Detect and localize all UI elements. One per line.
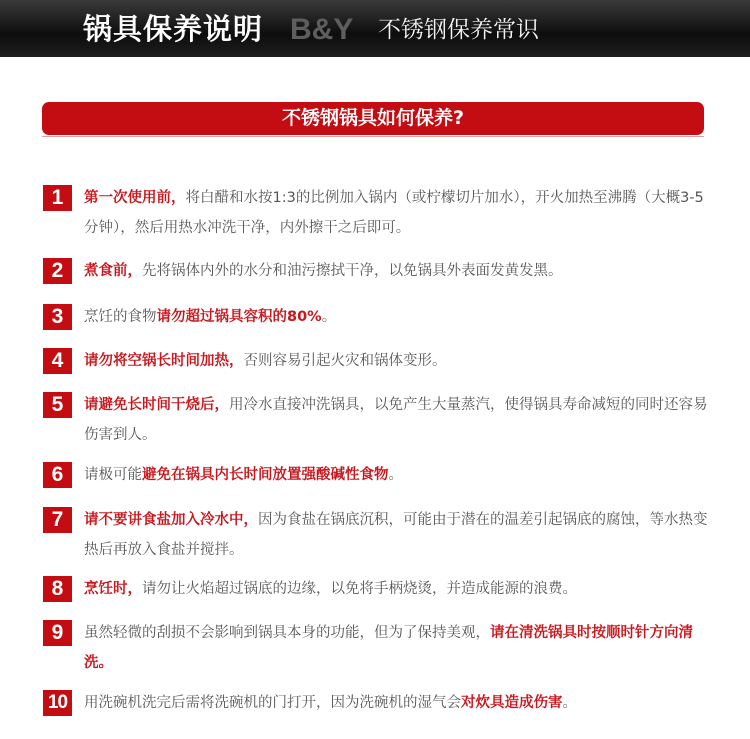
- header-title: 锅具保养说明: [83, 12, 264, 46]
- item-text: [84, 302, 712, 332]
- item-number-badge: 10: [43, 690, 72, 716]
- item-highlight: 煮食前，: [84, 263, 142, 279]
- item-body: 。: [321, 309, 337, 325]
- item-number-badge: 6: [43, 462, 72, 488]
- item-highlight: 第一次使用前，: [84, 190, 186, 206]
- item-number-badge: 7: [43, 507, 72, 533]
- item-highlight: 请勿超过锅具容积的80%: [156, 309, 322, 325]
- item-highlight: 对炊具造成伤害: [461, 695, 563, 711]
- item-text: [84, 256, 712, 286]
- item-body: 请勿让火焰超过锅底的边缘，以免将手柄烧烫，并造成能源的浪费。: [142, 581, 577, 597]
- item-text: [84, 688, 712, 718]
- item-number-badge: 3: [43, 304, 72, 330]
- item-body: 用洗碗机洗完后需将洗碗机的门打开，因为洗碗机的湿气会: [84, 695, 461, 711]
- item-body: 否则容易引起火灾和锅体变形。: [243, 353, 447, 369]
- item-text: [84, 183, 712, 243]
- item-text: [84, 460, 712, 490]
- item-body: 将白醋和水按1:3的比例加入锅内（或柠檬切片加水），开火加热至沸腾（大概3-5分钟），然后用热水冲洗干净，内外擦干之后即可。: [84, 190, 704, 236]
- item-number-badge: 8: [43, 576, 72, 602]
- item-body: 烹饪的食物: [84, 309, 157, 325]
- item-text: [84, 574, 712, 604]
- page-header: [0, 0, 750, 57]
- item-text: [84, 390, 712, 450]
- item-highlight: 请避免长时间干烧后，: [84, 397, 229, 413]
- item-body: 。: [388, 467, 403, 483]
- item-body: 虽然轻微的刮损不会影响到锅具本身的功能，但为了保持美观，: [84, 625, 490, 641]
- banner-divider: [42, 136, 704, 137]
- item-number-badge: 1: [43, 185, 72, 211]
- brand-logo: B&Y: [290, 13, 354, 46]
- item-highlight: 避免在锅具内长时间放置强酸碱性食物: [142, 467, 389, 483]
- item-highlight: 烹饪时，: [84, 581, 142, 597]
- section-banner: 不锈钢锅具如何保养?: [42, 102, 704, 135]
- item-number-badge: 4: [43, 348, 72, 374]
- item-text: [84, 618, 712, 678]
- item-body: 因为食盐在锅底沉积，可能由于潜在的温差引起锅底的腐蚀，等水热变热后再放入食盐并搅拌。: [84, 512, 708, 558]
- item-body: 用冷水直接冲洗锅具，以免产生大量蒸汽，使得锅具寿命减短的同时还容易伤害到人。: [84, 397, 708, 443]
- item-body: 先将锅体内外的水分和油污擦拭干净，以免锅具外表面发黄发黑。: [142, 263, 563, 279]
- item-body: 。: [562, 695, 577, 711]
- item-text: [84, 505, 712, 565]
- item-number-badge: 9: [43, 620, 72, 646]
- item-number-badge: 2: [43, 258, 72, 284]
- item-body: 请极可能: [84, 467, 142, 483]
- header-subtitle: 不锈钢保养常识: [378, 17, 539, 43]
- item-highlight: 请勿将空锅长时间加热，: [84, 353, 244, 369]
- item-highlight: 请不要讲食盐加入冷水中，: [84, 512, 258, 528]
- item-number-badge: 5: [43, 392, 72, 418]
- item-text: [84, 346, 712, 376]
- item-highlight: 请在清洗锅具时按顺时针方向清洗。: [84, 625, 693, 671]
